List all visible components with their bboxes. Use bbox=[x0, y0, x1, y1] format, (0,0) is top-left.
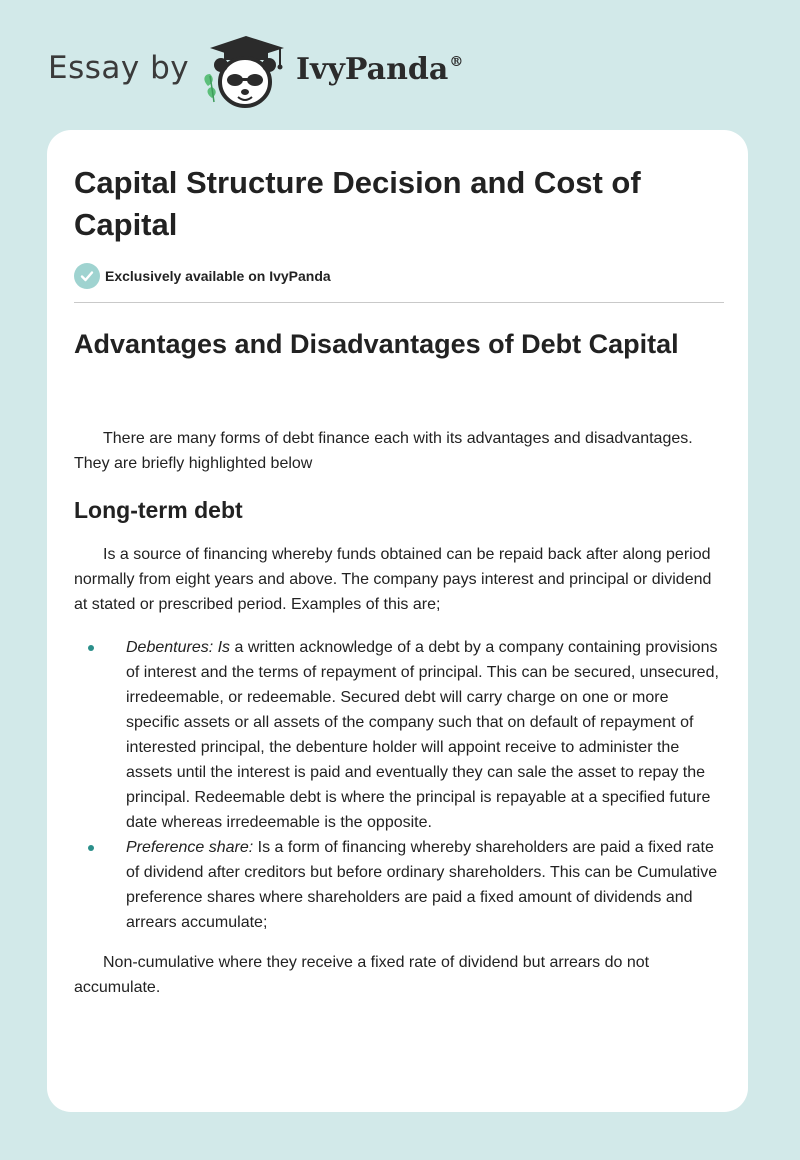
closing-paragraph: Non-cumulative where they receive a fixed rate of dividend but arrears do not accumulate. bbox=[74, 954, 650, 996]
brand-name-text: IvyPanda bbox=[296, 52, 449, 87]
list-item bbox=[74, 635, 724, 835]
registered-mark: ® bbox=[449, 54, 464, 70]
list-item-text: Is a form of financing whereby shareholders are paid a fixed rate of dividend after creditors but before ordinary shareholders. This can be Cumulative preference shares where shareholders are paid a fixed amount of dividends and arrears accumulate; bbox=[126, 839, 718, 931]
list-item-text: a written acknowledge of a debt by a company containing provisions of interest and the terms of repayment of principal. This can be secured, unsecured, irredeemable, or redeemable. Secured debt will carry charge on one or more specific assets or all assets of the company such that on default of repayment of interested principal, the debenture holder will appoint receive to administer the assets until the interest is paid and eventually they can sale the asset to repay the principal. Redeemable debt is where the principal is repayable at a specified future date whereas irredeemable is the opposite. bbox=[126, 639, 719, 831]
exclusive-badge bbox=[74, 263, 331, 289]
page-title: Capital Structure Decision and Cost of Capital bbox=[74, 165, 641, 242]
badge-text: Exclusively available on IvyPanda bbox=[105, 268, 331, 284]
debt-types-list bbox=[74, 635, 724, 935]
panda-graduate-logo-icon[interactable] bbox=[200, 36, 290, 110]
essay-by-label: Essay by bbox=[48, 50, 190, 86]
divider bbox=[74, 302, 724, 303]
list-item-term: Preference share: bbox=[126, 839, 254, 856]
list-item-term: Debentures: Is bbox=[126, 639, 231, 656]
intro-paragraph: There are many forms of debt finance each with its advantages and disadvantages. They are briefly highlighted below bbox=[74, 430, 693, 472]
section-heading: Advantages and Disadvantages of Debt Capital bbox=[74, 329, 679, 359]
bullet-dot bbox=[88, 845, 94, 851]
list-item bbox=[74, 835, 724, 935]
bullet-dot bbox=[88, 645, 94, 651]
site-header bbox=[0, 0, 800, 130]
essay-card bbox=[47, 130, 748, 1112]
brand-name[interactable] bbox=[296, 52, 463, 87]
long-term-paragraph: Is a source of financing whereby funds obtained can be repaid back after along period normally from eight years and above. The company pays interest and principal or dividend at stated or prescribed period. Examples of this are; bbox=[74, 546, 712, 613]
check-icon bbox=[74, 263, 100, 289]
subsection-heading: Long-term debt bbox=[74, 497, 243, 523]
